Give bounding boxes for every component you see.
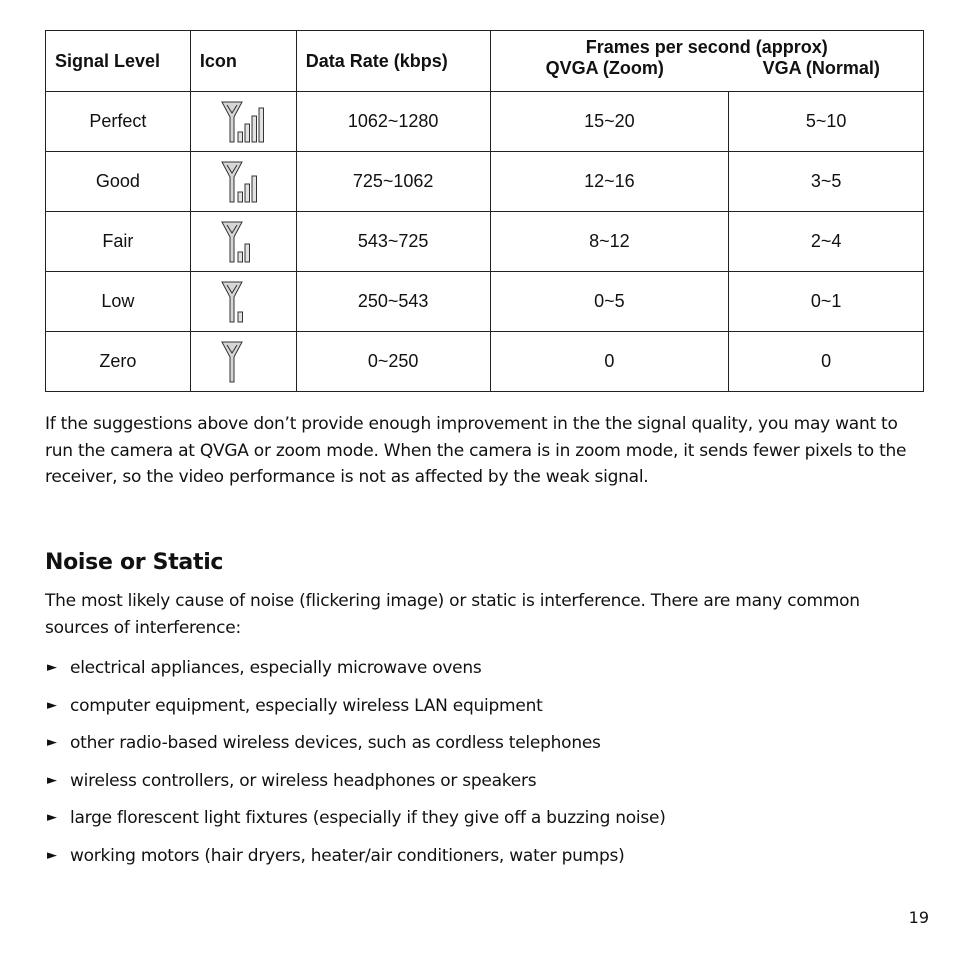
cell-data-rate: 250~543 xyxy=(296,272,490,332)
list-item xyxy=(45,769,925,807)
cell-vga-fps: 0 xyxy=(729,332,924,392)
table-row xyxy=(46,332,924,392)
signal-bar xyxy=(238,192,243,202)
list-item xyxy=(45,844,925,882)
table-header-row xyxy=(46,31,924,92)
signal-bar xyxy=(252,116,257,142)
signal-bar xyxy=(238,252,243,262)
cell-vga-fps: 0~1 xyxy=(729,272,924,332)
list-item-text: large florescent light fixtures (especially if they give off a buzzing noise) xyxy=(70,808,666,829)
list-item-text: electrical appliances, especially microwave ovens xyxy=(70,658,482,678)
cell-icon xyxy=(190,92,296,152)
bullet-arrow-icon: ► xyxy=(47,735,57,751)
table-row xyxy=(46,272,924,332)
cell-icon xyxy=(190,212,296,272)
cell-icon xyxy=(190,152,296,212)
cell-data-rate: 1062~1280 xyxy=(296,92,490,152)
bullet-arrow-icon: ► xyxy=(47,660,57,675)
header-icon: Icon xyxy=(190,31,296,92)
cell-qvga-fps: 12~16 xyxy=(490,152,729,212)
cell-signal-level: Fair xyxy=(46,212,191,272)
cell-icon xyxy=(190,272,296,332)
suggestion-paragraph: If the suggestions above don’t provide enough improvement in the the signal quality, you may want to run the camera at QVGA or zoom mode. When the camera is in zoom mode, it sends fewer pixels to the receiver, so the video performance is not as affected by the weak signal. xyxy=(45,414,907,487)
cell-signal-level: Good xyxy=(46,152,191,212)
table-row xyxy=(46,212,924,272)
signal-bar xyxy=(238,312,243,322)
signal-bar xyxy=(238,132,243,142)
signal-bar xyxy=(259,108,264,142)
signal-3-bars-icon xyxy=(218,159,268,205)
list-item-text: working motors (hair dryers, heater/air conditioners, water pumps) xyxy=(70,845,625,866)
cell-qvga-fps: 0~5 xyxy=(490,272,729,332)
cell-icon xyxy=(190,332,296,392)
table-row xyxy=(46,92,924,152)
interference-sources-list xyxy=(45,656,925,882)
cell-signal-level: Perfect xyxy=(46,92,191,152)
list-item xyxy=(45,656,925,694)
header-vga: VGA (Normal) xyxy=(762,58,880,78)
cell-qvga-fps: 8~12 xyxy=(490,212,729,272)
header-qvga: QVGA (Zoom) xyxy=(545,58,664,78)
cell-signal-level: Zero xyxy=(46,332,191,392)
bullet-arrow-icon: ► xyxy=(47,697,57,713)
cell-qvga-fps: 0 xyxy=(490,332,729,392)
list-item xyxy=(45,806,925,844)
header-frames-per-second xyxy=(490,31,923,92)
bullet-arrow-icon: ► xyxy=(47,810,57,826)
signal-0-bars-icon xyxy=(218,339,268,385)
cell-data-rate: 0~250 xyxy=(296,332,490,392)
signal-4-bars-icon xyxy=(218,99,268,145)
cell-vga-fps: 5~10 xyxy=(729,92,924,152)
header-signal-level: Signal Level xyxy=(46,31,191,92)
cell-signal-level: Low xyxy=(46,272,191,332)
header-fps-title: Frames per second (approx) xyxy=(585,37,828,57)
signal-bar xyxy=(245,124,250,142)
signal-bar xyxy=(245,244,250,262)
cell-qvga-fps: 15~20 xyxy=(490,92,729,152)
page-number: 19 xyxy=(908,908,929,927)
signal-2-bars-icon xyxy=(218,219,268,265)
table-row xyxy=(46,152,924,212)
list-item-text: computer equipment, especially wireless LAN equipment xyxy=(70,695,543,716)
bullet-arrow-icon: ► xyxy=(47,772,57,788)
cell-vga-fps: 3~5 xyxy=(729,152,924,212)
list-item-text: wireless controllers, or wireless headphones or speakers xyxy=(70,770,537,791)
signal-1-bar-icon xyxy=(218,279,268,325)
signal-level-table xyxy=(45,30,924,392)
cell-data-rate: 725~1062 xyxy=(296,152,490,212)
list-item xyxy=(45,694,925,732)
section-intro: The most likely cause of noise (flickering image) or static is interference. There are many common sources of interference: xyxy=(45,591,860,638)
signal-bar xyxy=(252,176,257,202)
signal-bar xyxy=(245,184,250,202)
list-item-text: other radio-based wireless devices, such as cordless telephones xyxy=(70,733,601,754)
section-heading: Noise or Static xyxy=(45,550,224,575)
cell-data-rate: 543~725 xyxy=(296,212,490,272)
cell-vga-fps: 2~4 xyxy=(729,212,924,272)
header-data-rate: Data Rate (kbps) xyxy=(296,31,490,92)
bullet-arrow-icon: ► xyxy=(47,847,57,863)
list-item xyxy=(45,731,925,769)
